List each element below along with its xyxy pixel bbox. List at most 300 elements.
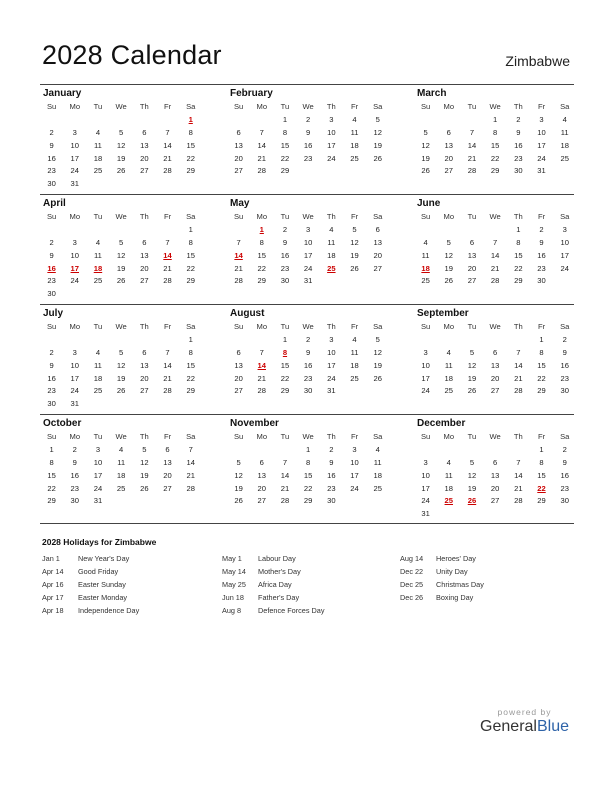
day: 8 (282, 127, 288, 137)
day: 6 (236, 127, 241, 137)
weekday-header: Sa (560, 212, 570, 221)
day: 29 (186, 386, 195, 396)
day: 2 (49, 127, 54, 137)
weekday-header: Fr (163, 102, 172, 111)
day: 25 (350, 153, 359, 163)
day: 27 (140, 166, 149, 176)
day: 3 (423, 347, 428, 357)
day: 24 (421, 496, 430, 506)
brand-blue: Blue (536, 718, 569, 735)
day: 19 (116, 373, 126, 383)
weekday-header: We (489, 102, 501, 111)
day-grid (227, 101, 387, 178)
month-name: May (230, 198, 250, 209)
day: 6 (446, 127, 451, 137)
day: 10 (70, 140, 79, 150)
day: 14 (163, 140, 172, 150)
day: 29 (537, 386, 546, 396)
weekday-header: Sa (373, 102, 383, 111)
weekday-header: Tu (467, 212, 477, 221)
day-grid (414, 211, 574, 288)
day: 4 (95, 127, 101, 137)
day: 26 (373, 373, 382, 383)
day: 2 (49, 347, 54, 357)
holiday-name: Easter Sunday (78, 580, 126, 589)
day: 30 (560, 386, 569, 396)
day: 5 (142, 444, 147, 454)
holiday-name: New Year's Day (78, 554, 130, 563)
holiday-day: 14 (234, 250, 243, 260)
day: 25 (444, 386, 453, 396)
weekday-header: Th (326, 432, 336, 441)
weekday-header: Su (420, 322, 431, 331)
day: 20 (490, 373, 500, 383)
weekday-header: Sa (373, 322, 383, 331)
holiday-day: 17 (70, 263, 79, 273)
day: 2 (562, 334, 567, 344)
day: 31 (303, 276, 313, 286)
day: 5 (119, 237, 124, 247)
holiday-name: Africa Day (258, 580, 292, 589)
weekday-header: Fr (163, 432, 172, 441)
day: 26 (140, 483, 149, 493)
day: 19 (373, 360, 382, 370)
day: 6 (493, 347, 498, 357)
day: 7 (516, 457, 521, 467)
day: 3 (72, 127, 77, 137)
day-grid (227, 431, 387, 508)
day: 17 (327, 360, 336, 370)
day: 28 (467, 166, 477, 176)
day-grid (414, 321, 574, 398)
weekday-header: Sa (560, 322, 570, 331)
day: 28 (186, 483, 195, 493)
month-january (40, 87, 200, 191)
day: 22 (186, 373, 195, 383)
day: 27 (234, 166, 243, 176)
day: 15 (47, 470, 56, 480)
day: 27 (234, 386, 243, 396)
day: 12 (140, 457, 149, 467)
day: 21 (514, 483, 523, 493)
day: 30 (47, 289, 56, 299)
day: 10 (327, 127, 336, 137)
day: 26 (444, 276, 453, 286)
weekday-header: Su (420, 212, 431, 221)
weekday-header: Mo (256, 102, 268, 111)
day: 30 (327, 496, 336, 506)
empty-cell (133, 334, 156, 347)
day: 23 (47, 386, 56, 396)
empty-cell (437, 334, 460, 347)
day: 30 (47, 399, 56, 409)
month-name: March (417, 88, 447, 99)
weekday-header: Sa (186, 432, 196, 441)
day: 3 (423, 457, 428, 467)
day: 13 (490, 470, 500, 480)
empty-cell (484, 334, 507, 347)
day: 17 (93, 470, 103, 480)
day: 19 (467, 483, 477, 493)
day: 21 (257, 373, 266, 383)
day: 9 (329, 457, 334, 467)
day: 9 (562, 457, 567, 467)
day: 5 (236, 457, 241, 467)
month-april (40, 197, 200, 301)
weekday-header: Mo (443, 432, 455, 441)
day: 8 (539, 457, 544, 467)
holiday-item (42, 565, 139, 578)
holiday-name: Father's Day (258, 593, 300, 602)
weekday-header: Th (139, 102, 149, 111)
day: 11 (373, 457, 382, 467)
holiday-date: May 14 (222, 567, 246, 576)
day: 5 (446, 237, 451, 247)
holiday-name: Independence Day (78, 606, 140, 615)
day: 11 (350, 127, 359, 137)
weekday-header: Sa (186, 212, 196, 221)
day: 23 (70, 483, 79, 493)
day: 29 (257, 276, 266, 286)
empty-cell (86, 334, 109, 347)
holiday-day: 26 (467, 496, 477, 506)
weekday-header: Th (139, 322, 149, 331)
empty-cell (133, 114, 156, 127)
day: 31 (421, 509, 430, 519)
day: 3 (72, 237, 77, 247)
day: 29 (514, 276, 523, 286)
weekday-header: We (302, 102, 314, 111)
day: 20 (163, 470, 172, 480)
weekday-header: Mo (69, 102, 81, 111)
holiday-name: Christmas Day (436, 580, 484, 589)
day: 25 (560, 153, 569, 163)
day: 11 (350, 347, 359, 357)
month-february (227, 87, 387, 178)
day: 9 (49, 140, 54, 150)
day: 19 (350, 250, 359, 260)
day: 22 (303, 483, 313, 493)
day: 14 (467, 140, 477, 150)
day: 3 (539, 114, 544, 124)
empty-cell (460, 444, 483, 457)
empty-cell (40, 224, 63, 237)
day: 4 (119, 444, 124, 454)
month-november (227, 417, 387, 508)
day: 21 (514, 373, 523, 383)
month-name: January (43, 88, 82, 99)
day: 5 (119, 127, 124, 137)
weekday-header: Tu (93, 432, 103, 441)
brand-general: General (480, 718, 537, 735)
holiday-name: Mother's Day (258, 567, 301, 576)
empty-cell (507, 334, 530, 347)
empty-cell (484, 444, 507, 457)
day: 19 (116, 153, 126, 163)
day: 11 (94, 140, 102, 150)
holiday-date: Apr 14 (42, 567, 64, 576)
day: 19 (140, 470, 149, 480)
day: 28 (257, 166, 266, 176)
day: 11 (94, 360, 102, 370)
day: 19 (116, 263, 126, 273)
day: 9 (539, 237, 544, 247)
day: 18 (444, 373, 453, 383)
day: 15 (537, 360, 546, 370)
day: 1 (49, 444, 54, 454)
day: 16 (537, 250, 546, 260)
day: 8 (306, 457, 311, 467)
day: 17 (70, 153, 79, 163)
day: 23 (47, 276, 56, 286)
day: 16 (47, 153, 56, 163)
weekday-header: We (489, 432, 501, 441)
day: 25 (350, 373, 359, 383)
day: 5 (469, 457, 475, 467)
day: 9 (49, 360, 54, 370)
day: 22 (47, 483, 56, 493)
powered-by-text: powered by (497, 707, 552, 717)
day: 6 (493, 457, 498, 467)
day: 20 (234, 153, 243, 163)
day: 7 (259, 127, 264, 137)
empty-cell (86, 114, 109, 127)
day: 21 (163, 153, 172, 163)
day: 11 (117, 457, 126, 467)
day: 10 (560, 237, 569, 247)
day: 4 (375, 444, 380, 454)
weekday-header: Mo (256, 322, 268, 331)
day: 4 (352, 334, 357, 344)
day: 24 (421, 386, 430, 396)
weekday-header: Sa (373, 432, 383, 441)
day: 23 (514, 153, 523, 163)
day: 27 (257, 496, 266, 506)
holiday-item (222, 604, 325, 617)
day: 12 (444, 250, 453, 260)
day: 5 (423, 127, 428, 137)
day: 27 (467, 276, 477, 286)
day: 6 (142, 237, 147, 247)
day: 20 (140, 373, 149, 383)
day: 6 (142, 127, 147, 137)
day: 6 (142, 347, 147, 357)
weekday-header: Tu (280, 432, 290, 441)
day: 22 (186, 153, 195, 163)
day: 26 (350, 263, 359, 273)
day: 12 (373, 347, 382, 357)
day: 3 (562, 224, 567, 234)
weekday-header: Fr (350, 212, 359, 221)
holiday-name: Labour Day (258, 554, 296, 563)
day: 13 (163, 457, 172, 467)
day: 12 (116, 250, 126, 260)
day: 23 (303, 373, 313, 383)
day: 13 (373, 237, 382, 247)
day: 17 (327, 140, 336, 150)
empty-cell (507, 444, 530, 457)
day: 10 (70, 360, 79, 370)
holiday-item (42, 552, 139, 565)
day: 18 (350, 140, 359, 150)
day: 21 (163, 263, 172, 273)
empty-cell (110, 334, 133, 347)
day: 5 (119, 347, 124, 357)
month-march (414, 87, 574, 178)
day-grid (227, 321, 387, 398)
day: 4 (352, 114, 357, 124)
empty-cell (156, 334, 179, 347)
day: 3 (352, 444, 357, 454)
day: 8 (49, 457, 54, 467)
day: 1 (539, 444, 544, 454)
day: 20 (467, 263, 477, 273)
day: 27 (140, 276, 149, 286)
weekday-header: Su (233, 212, 244, 221)
day: 27 (490, 496, 500, 506)
day: 12 (467, 360, 477, 370)
holiday-day: 14 (257, 360, 266, 370)
weekday-header: Tu (280, 322, 290, 331)
day: 24 (70, 166, 79, 176)
day: 2 (306, 334, 311, 344)
day: 14 (257, 140, 266, 150)
country-name: Zimbabwe (505, 53, 570, 69)
holiday-name: Heroes' Day (436, 554, 476, 563)
day: 20 (490, 483, 500, 493)
day: 23 (537, 263, 546, 273)
weekday-header: Th (513, 322, 523, 331)
weekday-header: We (115, 212, 127, 221)
day: 10 (303, 237, 313, 247)
day: 7 (516, 347, 521, 357)
day: 10 (327, 347, 336, 357)
empty-cell (460, 334, 483, 347)
day: 24 (303, 263, 313, 273)
day: 26 (116, 276, 126, 286)
empty-cell (133, 224, 156, 237)
day: 13 (444, 140, 453, 150)
holiday-item (42, 604, 139, 617)
empty-cell (63, 334, 86, 347)
day: 1 (282, 114, 288, 124)
empty-cell (40, 334, 63, 347)
weekday-header: Tu (280, 102, 290, 111)
day: 18 (350, 360, 359, 370)
empty-cell (250, 334, 273, 347)
day: 17 (421, 483, 430, 493)
day: 15 (490, 140, 500, 150)
month-may (227, 197, 387, 288)
weekday-header: We (302, 212, 314, 221)
day: 23 (303, 153, 313, 163)
day: 25 (93, 386, 103, 396)
weekday-header: Tu (280, 212, 290, 221)
day: 15 (186, 250, 195, 260)
weekday-header: Mo (69, 212, 81, 221)
day: 2 (49, 237, 54, 247)
day: 30 (70, 496, 79, 506)
month-name: June (417, 198, 441, 209)
day: 27 (140, 386, 149, 396)
day: 29 (490, 166, 500, 176)
holiday-date: May 1 (222, 554, 242, 563)
day: 11 (444, 470, 453, 480)
day: 30 (537, 276, 546, 286)
day: 8 (188, 347, 193, 357)
day: 18 (373, 470, 382, 480)
day: 30 (303, 386, 313, 396)
day: 30 (47, 179, 56, 189)
day: 15 (537, 470, 546, 480)
day: 21 (467, 153, 477, 163)
day: 22 (280, 373, 290, 383)
day: 12 (350, 237, 359, 247)
day: 30 (514, 166, 523, 176)
holiday-day: 1 (259, 224, 264, 234)
day: 13 (234, 360, 243, 370)
month-august (227, 307, 387, 398)
weekday-header: We (302, 432, 314, 441)
weekday-header: Fr (163, 212, 172, 221)
day: 4 (95, 237, 101, 247)
day: 13 (140, 360, 149, 370)
day: 15 (514, 250, 523, 260)
day: 4 (562, 114, 567, 124)
month-row (40, 194, 574, 304)
day: 19 (444, 263, 453, 273)
holiday-date: Jun 18 (222, 593, 244, 602)
day: 3 (306, 224, 311, 234)
day: 24 (327, 153, 336, 163)
day: 8 (188, 237, 193, 247)
day: 24 (560, 263, 569, 273)
month-name: December (417, 418, 466, 429)
weekday-header: Fr (537, 322, 546, 331)
weekday-header: Tu (93, 102, 103, 111)
day: 26 (467, 386, 477, 396)
empty-cell (460, 114, 483, 127)
day: 15 (280, 360, 290, 370)
day: 27 (490, 386, 500, 396)
holiday-item (42, 578, 139, 591)
day: 11 (560, 127, 569, 137)
weekday-header: Mo (69, 432, 81, 441)
day: 3 (72, 347, 77, 357)
day: 14 (163, 360, 172, 370)
holiday-day: 18 (93, 263, 103, 273)
day: 13 (140, 140, 149, 150)
month-name: September (417, 308, 469, 319)
day: 24 (327, 373, 336, 383)
day: 30 (560, 496, 569, 506)
day: 20 (257, 483, 266, 493)
holiday-date: Jan 1 (42, 554, 60, 563)
day: 26 (421, 166, 430, 176)
day: 5 (352, 224, 357, 234)
day: 6 (469, 237, 475, 247)
day: 3 (329, 114, 334, 124)
weekday-header: Th (513, 102, 523, 111)
day: 18 (327, 250, 336, 260)
holiday-item (222, 565, 325, 578)
day: 25 (116, 483, 126, 493)
day: 13 (140, 250, 149, 260)
day: 5 (469, 347, 475, 357)
holiday-day: 22 (537, 483, 546, 493)
day: 28 (163, 166, 172, 176)
day: 21 (280, 483, 290, 493)
